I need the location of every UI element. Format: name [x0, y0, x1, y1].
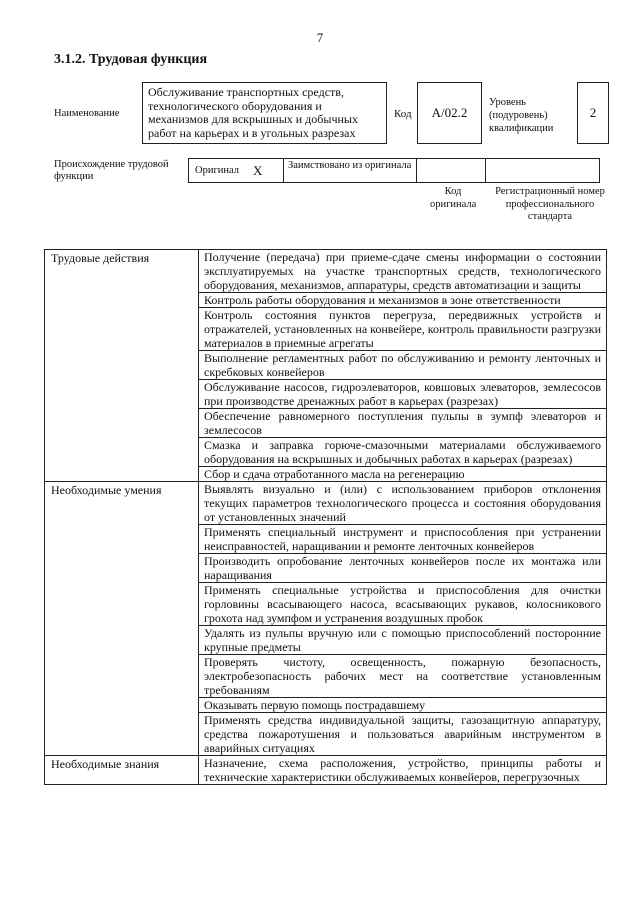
item-cell: Применять средства индивидуальной защиты, газозащитную аппаратуру, средства пожаротушения и пользоваться аварийным инструментом в аварийных ситуациях — [199, 713, 607, 756]
code-label: Код — [394, 108, 412, 120]
section-title: 3.1.2. Трудовая функция — [54, 52, 208, 67]
original-label: Оригинал — [195, 165, 239, 176]
reg-number-cell — [485, 158, 600, 183]
table-row — [45, 250, 607, 293]
table-row — [45, 756, 607, 785]
category-cell: Трудовые действия — [45, 250, 199, 482]
item-cell: Проверять чистоту, освещенность, пожарную безопасность, электробезопасность рабочих мест на соответствие установленным требованиям — [199, 655, 607, 698]
item-cell: Сбор и сдача отработанного масла на регенерацию — [199, 467, 607, 482]
item-cell: Производить опробование ленточных конвейеров после их монтажа или наращивания — [199, 554, 607, 583]
functions-table-body — [45, 250, 607, 785]
reg-caption: Регистрационный номер профессионального стандарта — [495, 186, 605, 222]
category-cell: Необходимые знания — [45, 756, 199, 785]
item-cell: Обеспечение равномерного поступления пульпы в зумпф элеваторов и землесосов — [199, 409, 607, 438]
table-row — [45, 482, 607, 525]
item-cell: Оказывать первую помощь пострадавшему — [199, 698, 607, 713]
functions-table — [44, 249, 607, 785]
original-code-cell — [416, 158, 486, 183]
origin-label: Происхождение трудовой функции — [54, 159, 169, 182]
item-cell: Обслуживание насосов, гидроэлеваторов, ковшовых элеваторов, землесосов при производстве дренажных работ в карьерах (разрезах) — [199, 380, 607, 409]
page-number: 7 — [316, 30, 324, 45]
item-cell: Удалять из пульпы вручную или с помощью приспособлений посторонние крупные предметы — [199, 626, 607, 655]
code-caption: Код оригинала — [430, 186, 477, 210]
item-cell: Получение (передача) при приеме-сдаче смены информации о состоянии эксплуатируемых на участке транспортных средств, технологического оборудования, механизмов, аппаратуры, средств автоматизации и защиты — [199, 250, 607, 293]
code-value-box: A/02.2 — [417, 82, 482, 144]
origin-row — [189, 158, 600, 183]
item-cell: Выполнение регламентных работ по обслуживанию и ремонту ленточных и скребковых конвейеров — [199, 351, 607, 380]
original-cell — [188, 158, 284, 183]
item-cell: Контроль состояния пунктов перегруза, передвижных устройств и отражателей, установленных на конвейере, контроль правильности разгрузки материалов в приемные агрегаты — [199, 308, 607, 351]
item-cell: Назначение, схема расположения, устройство, принципы работы и технические характеристики обслуживаемых конвейеров, перегрузочных — [199, 756, 607, 785]
level-label-text: Уровень (подуровень) квалификации — [489, 97, 554, 134]
level-label — [489, 96, 567, 135]
borrowed-cell: Заимствовано из оригинала — [283, 158, 417, 183]
name-label: Наименование — [54, 108, 120, 119]
level-value-box: 2 — [577, 82, 609, 144]
original-mark: X — [253, 162, 263, 178]
item-cell: Контроль работы оборудования и механизмов в зоне ответственности — [199, 293, 607, 308]
item-cell: Применять специальные устройства и приспособления для очистки горловины всасывающего насоса, всасывающих рукавов, колосникового грохота над зумпфом и устранения воздушных пробок — [199, 583, 607, 626]
function-name-box: Обслуживание транспортных средств, технологического оборудования и механизмов для вскрышных и добычных работ на карьерах и в угольных разрезах — [142, 82, 387, 144]
item-cell: Смазка и заправка горюче-смазочными материалами обслуживаемого оборудования на вскрышных и добычных работах в карьерах (разрезах) — [199, 438, 607, 467]
item-cell: Применять специальный инструмент и приспособления при устранении неисправностей, наращивании и ремонте ленточных конвейеров — [199, 525, 607, 554]
item-cell: Выявлять визуально и (или) с использованием приборов отклонения текущих параметров технологического процесса и состояния оборудования от установленных значений — [199, 482, 607, 525]
category-cell: Необходимые умения — [45, 482, 199, 756]
